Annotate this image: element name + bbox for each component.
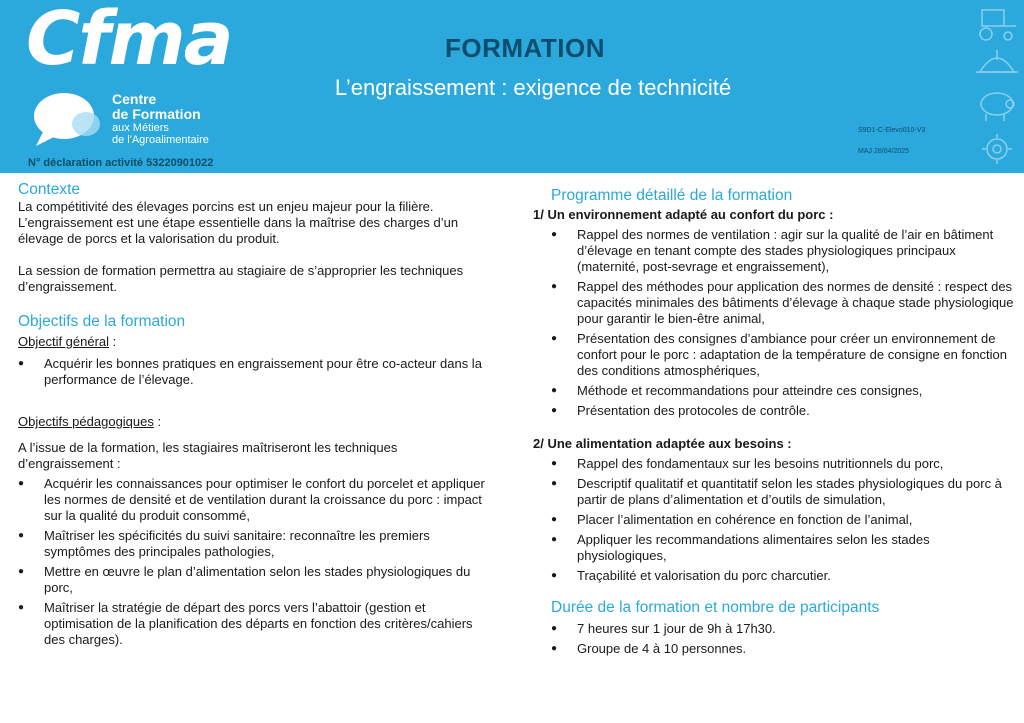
header-band (0, 0, 1024, 173)
section-title-objectifs: Objectifs de la formation (18, 313, 186, 330)
list-item: ● Méthode et recommandations pour atteindre ces consignes, (533, 383, 1021, 399)
section-title-contexte: Contexte (18, 181, 81, 198)
list-item: ● Appliquer les recommandations alimentaires selon les stades physiologiques, (533, 532, 1021, 564)
reference-code: S9D1-C-Elevo010-V3 (858, 127, 926, 134)
part1-heading: 1/ Un environnement adapté au confort du porc : (533, 207, 834, 222)
logo-caption-line: de Formation (112, 106, 201, 122)
left-column (18, 180, 493, 648)
gear-icon (982, 134, 1012, 164)
objectif-general-colon: : (109, 334, 117, 349)
part1-list (533, 227, 1021, 419)
logo-wordmark: Cfma (26, 0, 232, 82)
pig-icon (981, 93, 1014, 121)
declaration-number: N° déclaration activité 53220901022 (28, 157, 214, 169)
list-item: ● Mettre en œuvre le plan d’alimentation selon les stades physiologiques du porc, (18, 564, 493, 596)
contexte-paragraph: La compétitivité des élevages porcins est un enjeu majeur pour la filière. L’engraissement est une étape essentielle dans la maîtrise des charges d’un élevage de porcs et la valorisation du produit. (18, 199, 459, 246)
objectifs-pedagogiques-list (18, 476, 493, 648)
contexte-paragraph: La session de formation permettra au stagiaire de s’approprier les techniques d’engraissement. (18, 263, 464, 294)
side-icons-strip (972, 4, 1022, 173)
right-column (533, 180, 1021, 657)
list-item: ● Présentation des protocoles de contrôle. (533, 403, 1021, 419)
objectifs-pedagogiques-label: Objectifs pédagogiques (18, 414, 154, 429)
list-item: ● Descriptif qualitatif et quantitatif selon les stades physiologiques du porc à partir de plans d’alimentation et d’outils de simulation, (533, 476, 1021, 508)
part2-list (533, 456, 1021, 584)
list-item: ● Acquérir les bonnes pratiques en engraissement pour être co-acteur dans la performance de l’élevage. (18, 356, 493, 388)
objectif-general-list (18, 356, 493, 388)
logo-caption-line: de l'Agroalimentaire (112, 134, 209, 146)
list-item: ● Groupe de 4 à 10 personnes. (533, 641, 1021, 657)
tractor-icon (980, 10, 1016, 40)
objectifs-pedagogiques-colon: : (153, 414, 162, 429)
list-item: ● Placer l’alimentation en cohérence en fonction de l’animal, (533, 512, 1021, 528)
list-item: ● Rappel des méthodes pour application des normes de densité : respect des capacités minimales des bâtiments d’élevage à chaque stade physiologique pour garantir le bien-être animal, (533, 279, 1021, 327)
list-item: ● Maîtriser les spécificités du suivi sanitaire: reconnaître les premiers symptômes des principales pathologies, (18, 528, 493, 560)
objectif-general-heading (18, 334, 493, 350)
page-subtitle: L’engraissement : exigence de technicité (334, 75, 732, 100)
objectifs-pedagogiques-heading (18, 414, 493, 430)
update-date: MAJ 28/04/2025 (858, 148, 909, 155)
part2-heading: 2/ Une alimentation adaptée aux besoins : (533, 436, 792, 451)
objectifs-pedagogiques-intro: A l’issue de la formation, les stagiaires maîtriseront les techniques d’engraissement : (18, 440, 398, 471)
logo-caption-line: aux Métiers (112, 122, 169, 134)
list-item: ● Traçabilité et valorisation du porc charcutier. (533, 568, 1021, 584)
list-item: ● Présentation des consignes d’ambiance pour créer un environnement de confort pour le porc : adaptation de la température de consigne en fonction des conditions atmosphériques, (533, 331, 1021, 379)
list-item: ● Acquérir les connaissances pour optimiser le confort du porcelet et appliquer les normes de densité et de ventilation durant la croissance du porc : impact sur la qualité du produit consommé, (18, 476, 493, 524)
duree-list (533, 621, 1021, 657)
section-title-duree: Durée de la formation et nombre de participants (551, 599, 880, 616)
hard-hat-icon (976, 50, 1018, 72)
list-item: ● Rappel des normes de ventilation : agir sur la qualité de l’air en bâtiment d’élevage en tenant compte des stades physiologiques principaux (maternité, post-sevrage et engraissement), (533, 227, 1021, 275)
list-item: ● Rappel des fondamentaux sur les besoins nutritionnels du porc, (533, 456, 1021, 472)
section-title-programme: Programme détaillé de la formation (551, 187, 793, 204)
page-title: FORMATION (445, 33, 605, 63)
logo-caption-line: Centre (112, 91, 157, 107)
objectif-general-label: Objectif général (18, 334, 110, 349)
list-item: ● Maîtriser la stratégie de départ des porcs vers l’abattoir (gestion et optimisation de la planification des départs en fonction des critères/cahiers des charges). (18, 600, 493, 648)
list-item: ● 7 heures sur 1 jour de 9h à 17h30. (533, 621, 1021, 637)
